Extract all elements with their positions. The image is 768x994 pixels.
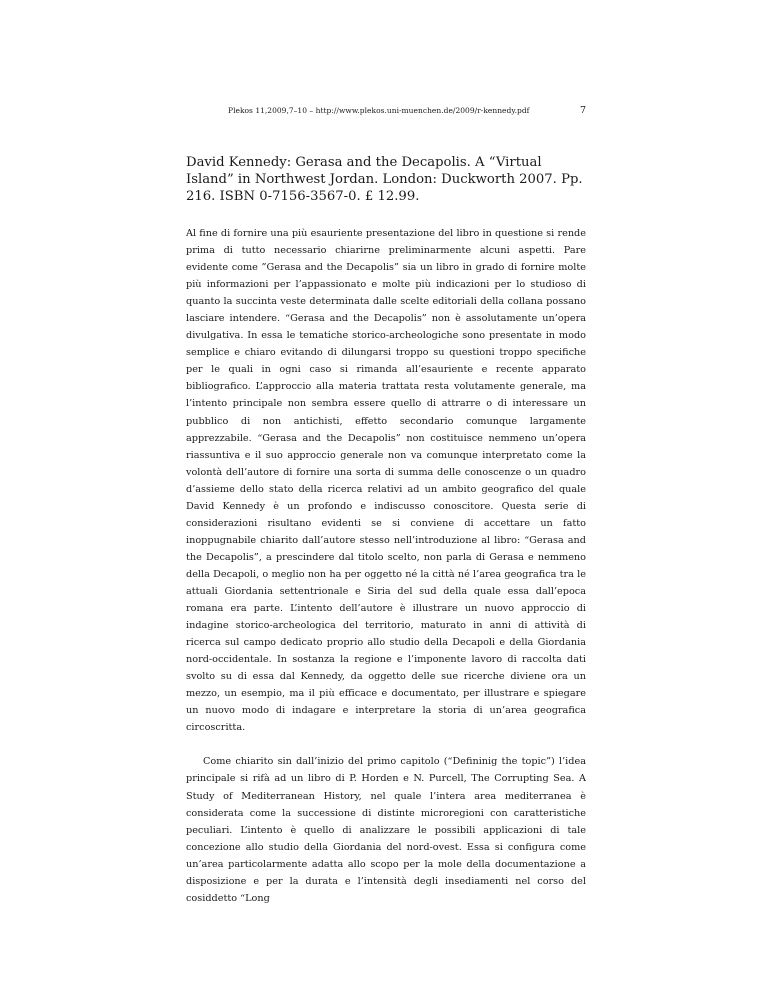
running-head-citation: Plekos 11,2009,7–10 – http://www.plekos.uni-muenchen.de/2009/r-kennedy.pdf: [228, 106, 530, 115]
page-number: 7: [579, 105, 586, 116]
running-head: [186, 104, 586, 118]
review-title: David Kennedy: Gerasa and the Decapolis. A “Virtual Island” in Northwest Jordan. London: Duckworth 2007. Pp. 216. ISBN 0-7156-3567-0. £ 12.99.: [186, 155, 583, 204]
review-body: [186, 225, 586, 907]
paragraph-2: Come chiarito sin dall’inizio del primo capitolo (“Defininig the topic”) l’idea principale si rifà ad un libro di P. Horden e N. Purcell, The Corrupting Sea. A Study of Mediterranean History, nel quale l’intera area mediterranea è considerata come la successione di distinte microregioni con caratteristiche peculiari. L’intento è quello di analizzare le possibili applicazioni di tale concezione allo studio della Giordania del nord-ovest. Essa si configura come un’area particolarmente adatta allo scopo per la mole della documentazione a disposizione e per la durata e l’intensità degli insediamenti nel corso del cosiddetto “Long: [186, 756, 586, 904]
paragraph-1: Al fine di fornire una più esauriente presentazione del libro in questione si rende prima di tutto necessario chiarirne preliminarmente alcuni aspetti. Pare evidente come ”Gerasa and the Decapolis” sia un libro in grado di fornire molte più informazioni per l’appassionato e molte più indicazioni per lo studioso di quanto la succinta veste determinata dalle scelte editoriali della collana possano lasciare intendere. “Gerasa and the Decapolis” non è assolutamente un’opera divulgativa. In essa le tematiche storico-archeologiche sono presentate in modo semplice e chiaro evitando di dilungarsi troppo su questioni troppo specifiche per le quali in ogni caso si rimanda all’esauriente e recente apparato bibliografico. L’approccio alla materia trattata resta volutamente generale, ma l’intento principale non sembra essere quello di attrarre o di interessare un pubblico di non antichisti, effetto secondario comunque largamente apprezzabile. “Gerasa and the Decapolis” non costituisce nemmeno un’opera riassuntiva e il suo approccio generale non va comunque interpretato come la volontà dell’autore di fornire una sorta di summa delle conoscenze o un quadro d’assieme dello stato della ricerca relativi ad un ambito geografico del quale David Kennedy è un profondo e indiscusso conoscitore. Questa serie di considerazioni risultano evidenti se si conviene di accettare un fatto inoppugnabile chiarito dall’autore stesso nell’introduzione al libro: “Gerasa and the Decapolis”, a prescindere dal titolo scelto, non parla di Gerasa e nemmeno della Decapoli, o meglio non ha per oggetto né la città né l’area geografica tra le attuali Giordania settentrionale e Siria del sud della quale essa dall’epoca romana era parte. L’intento dell’autore è illustrare un nuovo approccio di indagine storico-archeologica del territorio, maturato in anni di attività di ricerca sul campo dedicato proprio allo studio della Decapoli e della Giordania nord-occidentale. In sostanza la regione e l’imponente lavoro di raccolta dati svolto su di essa dal Kennedy, da oggetto delle sue ricerche diviene ora un mezzo, un esempio, ma il più efficace e documentato, per illustrare e spiegare un nuovo modo di indagare e interpretare la storia di un’area geografica circoscritta.: [186, 228, 586, 734]
